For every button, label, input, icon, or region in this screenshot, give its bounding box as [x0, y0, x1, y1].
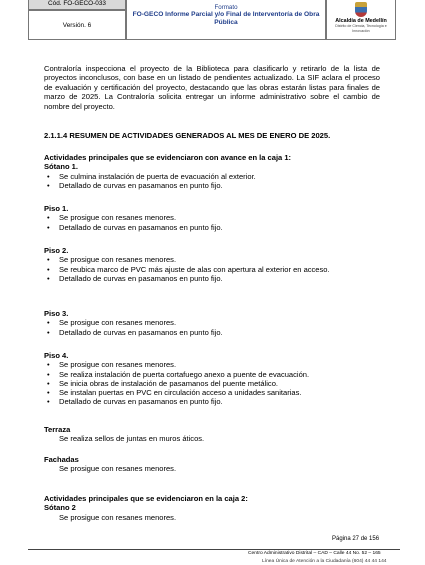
logo-dept-name: Distrito de Ciencia, Tecnología e Innovación [335, 24, 387, 33]
group-title: Sótano 1. [44, 162, 78, 172]
footer-divider [28, 549, 400, 550]
form-title: FO-GECO Informe Parcial y/o Final de Interventoría de Obra Pública [132, 11, 320, 26]
form-title-cell [126, 0, 326, 40]
fachadas-section [44, 455, 380, 474]
coat-of-arms-icon [355, 2, 367, 17]
box1-heading: Actividades principales que se evidenciaron con avance en la caja 1: [44, 153, 292, 162]
list-item: • Se inicia obras de instalación de pasamanos del puente metálico. [44, 379, 380, 388]
list-item: • Detallado de curvas en pasamanos en punto fijo. [44, 223, 380, 232]
document-header [28, 0, 396, 40]
list-item: • Se prosigue con resanes menores. [44, 360, 380, 369]
logo-org-name: Alcaldía de Medellín [335, 18, 387, 24]
list-item: • Se realiza instalación de puerta cortafuego anexo a puente de evacuación. [44, 370, 380, 379]
list-item: • Se culmina instalación de puerta de evacuación al exterior. [44, 172, 380, 181]
page-number: Página 27 de 156 [332, 536, 380, 542]
piso3-section [44, 309, 380, 337]
box1-section [44, 153, 380, 190]
group-title: Piso 4. [44, 351, 69, 360]
intro-paragraph: Contraloría inspecciona el proyecto de la Biblioteca para clasificarlo y retirarlo de la lista de proyectos inconclusos, con base en un listado de pendientes actualizado. La SIF aclara el proceso de evaluación y certificación del proyecto, destacando que las obras estarán listas para finales de marzo de 2025. La Contraloría solicita entregar un informe administrativo sobre el cambio de nombre del proyecto. [44, 64, 380, 111]
footer-address: Centro Administrativo Distrital – CAD – Calle 44 No. 52 – 165 [248, 551, 381, 556]
list-item: • Se prosigue con resanes menores. [44, 318, 380, 327]
group-text: Se prosigue con resanes menores. [59, 464, 177, 474]
list-item: • Se prosigue con resanes menores. [44, 213, 380, 222]
list-item: • Se reubica marco de PVC más ajuste de alas con apertura al exterior en acceso. [44, 265, 380, 274]
group-title: Terraza [44, 425, 71, 434]
group-title: Fachadas [44, 455, 79, 464]
group-title: Piso 1. [44, 204, 69, 213]
terraza-section [44, 425, 380, 444]
list-item: • Detallado de curvas en pasamanos en punto fijo. [44, 181, 380, 190]
box2-heading: Actividades principales que se evidenciaron en la caja 2: [44, 494, 248, 503]
group-title: Piso 3. [44, 309, 69, 318]
piso4-section [44, 351, 380, 407]
bullet-list [44, 360, 380, 406]
group-title: Piso 2. [44, 246, 69, 255]
document-version: Versión. 6 [28, 10, 126, 40]
bullet-list [44, 318, 380, 337]
logo-cell [326, 0, 396, 40]
bullet-list [44, 213, 380, 232]
piso2-section [44, 246, 380, 283]
bullet-list [44, 255, 380, 283]
list-item: • Detallado de curvas en pasamanos en punto fijo. [44, 328, 380, 337]
piso1-section [44, 204, 380, 232]
list-item: • Se prosigue con resanes menores. [44, 255, 380, 264]
section-title: 2.1.1.4 RESUMEN DE ACTIVIDADES GENERADOS AL MES DE ENERO DE 2025. [44, 131, 331, 140]
list-item: • Se instalan puertas en PVC en circulación acceso a unidades sanitarias. [44, 388, 380, 397]
group-text: Se realiza sellos de juntas en muros áticos. [59, 434, 205, 444]
group-text: Se prosigue con resanes menores. [59, 512, 177, 522]
document-code: Cód. FO-GECO-033 [28, 0, 126, 10]
group-title: Sótano 2 [44, 503, 76, 513]
list-item: • Detallado de curvas en pasamanos en punto fijo. [44, 397, 380, 406]
intro [44, 64, 380, 111]
box2-section [44, 494, 380, 522]
bullet-list [44, 172, 380, 191]
format-label: Formato [214, 4, 238, 11]
footer-phone: Línea Única de Atención a la Ciudadanía (604) 44 44 144 [262, 559, 387, 564]
list-item: • Detallado de curvas en pasamanos en punto fijo. [44, 274, 380, 283]
